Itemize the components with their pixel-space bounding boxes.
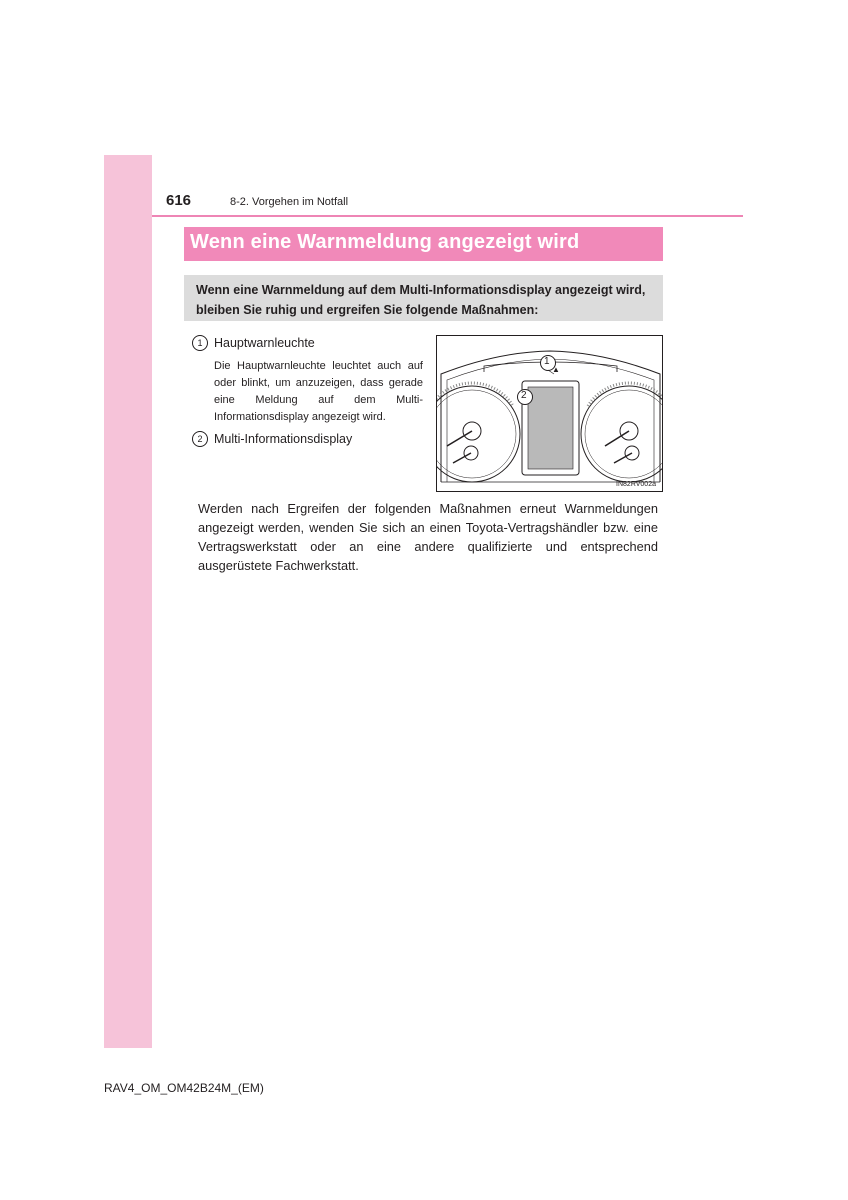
item-number-badge: 1 (192, 335, 208, 351)
list-item-1 (192, 335, 315, 351)
header-rule (152, 215, 743, 217)
section-title: Wenn eine Warnmeldung angezeigt wird (184, 227, 663, 261)
intro-text: Wenn eine Warnmeldung auf dem Multi-Informationsdisplay angezeigt wird, bleiben Sie ruhig und ergreifen Sie folgende Maßnahmen: (196, 283, 646, 317)
body-paragraph: Werden nach Ergreifen der folgenden Maßnahmen erneut Warnmeldungen angezeigt werden, wenden Sie sich an einen Toyota-Vertragshändler bzw. eine Vertragswerkstatt oder an eine andere qualifizierte und entsprechend ausgerüstete Fachwerkstatt. (198, 501, 658, 573)
side-tab (104, 155, 152, 1048)
instrument-cluster-illustration (437, 336, 663, 492)
figure-code: IN82RV002a (616, 481, 656, 488)
item-description: Die Hauptwarnleuchte leuchtet auch auf oder blinkt, um anzuzeigen, dass gerade eine Meldung auf dem Multi-Informationsdisplay angezeigt wird. (214, 360, 423, 423)
instrument-cluster-figure (436, 335, 663, 492)
footer-code: RAV4_OM_OM42B24M_(EM) (104, 1081, 264, 1095)
item-label: Hauptwarnleuchte (214, 336, 315, 350)
section-label: 8-2. Vorgehen im Notfall (230, 196, 349, 208)
item-number-badge: 2 (192, 431, 208, 447)
page-number: 616 (166, 192, 192, 209)
item-label: Multi-Informationsdisplay (214, 432, 353, 446)
callout-1: 1 (544, 356, 550, 367)
list-item-2 (192, 431, 352, 447)
warning-triangle-icon: ▲ (552, 365, 560, 374)
callout-2: 2 (521, 390, 527, 401)
intro-box (184, 275, 663, 321)
